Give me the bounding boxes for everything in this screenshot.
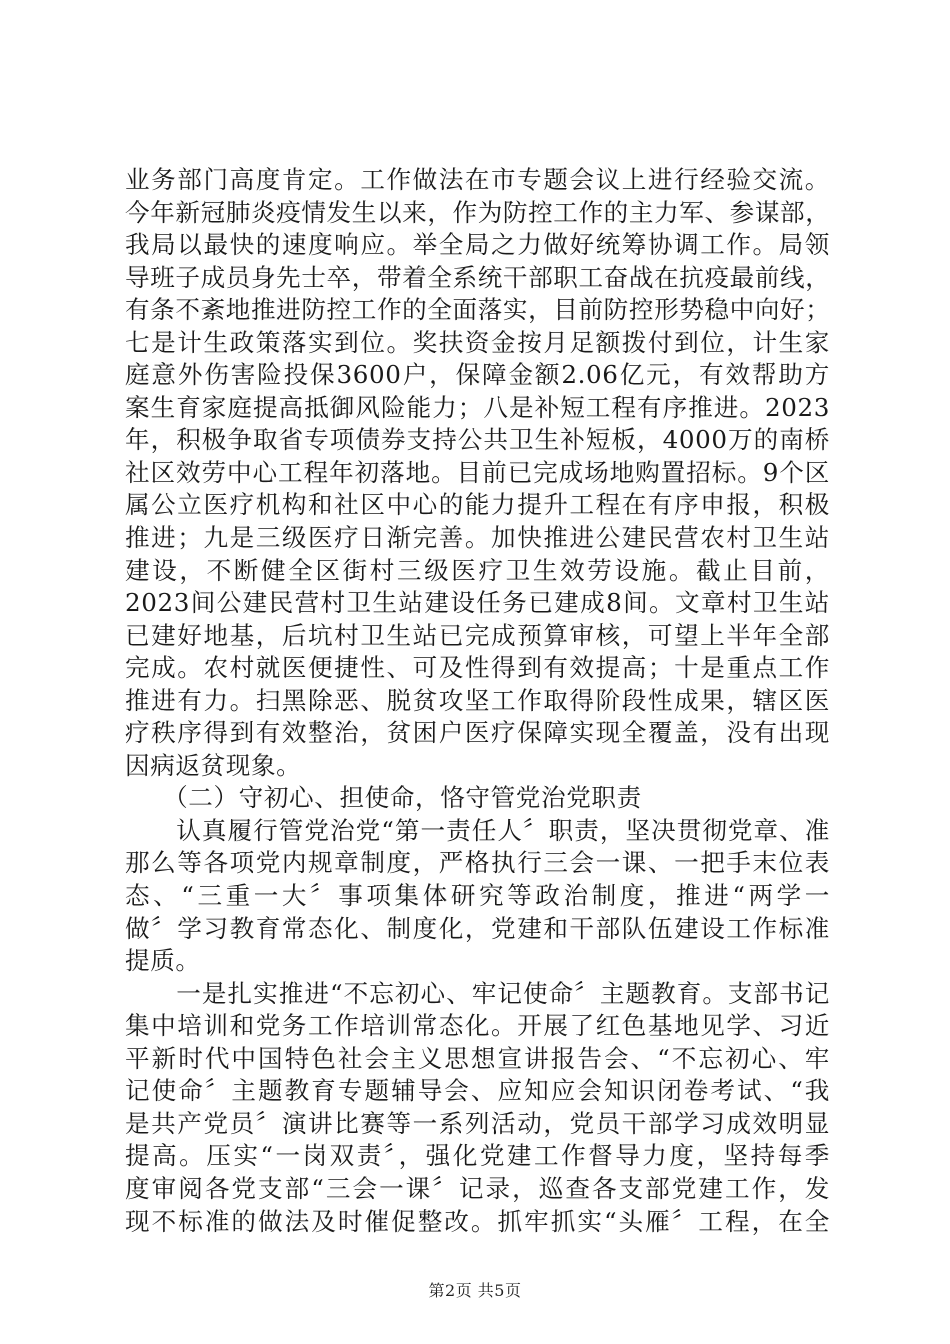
text-line: 今年新冠肺炎疫情发生以来，作为防控工作的主力军、参谋部， bbox=[125, 197, 830, 227]
text-line: 年，积极争取省专项债券支持公共卫生补短板，4000万的南桥 bbox=[125, 425, 830, 455]
text-line: 庭意外伤害险投保3600户，保障金额2.06亿元，有效帮助方 bbox=[125, 360, 830, 390]
text-line: 建设，不断健全区街村三级医疗卫生效劳设施。截止目前， bbox=[125, 555, 830, 585]
text-line: 记使命〞主题教育专题辅导会、应知应会知识闭卷考试、“我 bbox=[125, 1076, 830, 1106]
text-line: 社区效劳中心工程年初落地。目前已完成场地购置招标。9个区 bbox=[125, 457, 830, 487]
body-text bbox=[125, 164, 830, 1238]
text-line: 七是计生政策落实到位。奖扶资金按月足额拨付到位，计生家 bbox=[125, 327, 830, 357]
text-line: 业务部门高度肯定。工作做法在市专题会议上进行经验交流。 bbox=[125, 165, 830, 194]
text-line: 完成。农村就医便捷性、可及性得到有效提高；十是重点工作 bbox=[125, 653, 830, 683]
text-line: 提高。压实“一岗双责〞，强化党建工作督导力度，坚持每季 bbox=[125, 1141, 830, 1171]
text-line: 态、“三重一大〞事项集体研究等政治制度，推进“两学一 bbox=[125, 881, 830, 911]
text-line: 是共产党员〞演讲比赛等一系列活动，党员干部学习成效明显 bbox=[125, 1108, 830, 1138]
text-line: 做〞学习教育常态化、制度化，党建和干部队伍建设工作标准 bbox=[125, 913, 830, 943]
text-line: 我局以最快的速度响应。举全局之力做好统筹协调工作。局领 bbox=[125, 230, 830, 260]
text-line: 推进；九是三级医疗日渐完善。加快推进公建民营农村卫生站 bbox=[125, 523, 830, 553]
page-footer: 第2页 共5页 bbox=[428, 1281, 522, 1300]
text-line: 平新时代中国特色社会主义思想宣讲报告会、“不忘初心、牢 bbox=[125, 1043, 830, 1073]
text-line: 属公立医疗机构和社区中心的能力提升工程在有序申报，积极 bbox=[125, 490, 830, 520]
text-line: 2023间公建民营村卫生站建设任务已建成8间。文章村卫生站 bbox=[125, 588, 830, 618]
text-line: （二）守初心、担使命，恪守管党治党职责 bbox=[125, 783, 642, 813]
text-line: 已建好地基，后坑村卫生站已完成预算审核，可望上半年全部 bbox=[125, 620, 830, 650]
text-line: 认真履行管党治党“第一责任人〞职责，坚决贯彻党章、准 bbox=[125, 815, 830, 845]
text-line: 推进有力。扫黑除恶、脱贫攻坚工作取得阶段性成果，辖区医 bbox=[125, 685, 830, 715]
text-line: 案生育家庭提高抵御风险能力；八是补短工程有序推进。2023 bbox=[125, 392, 830, 422]
text-line: 一是扎实推进“不忘初心、牢记使命〞主题教育。支部书记 bbox=[125, 978, 830, 1008]
text-line: 疗秩序得到有效整治，贫困户医疗保障实现全覆盖，没有出现 bbox=[125, 718, 830, 748]
text-line: 有条不紊地推进防控工作的全面落实，目前防控形势稳中向好； bbox=[125, 295, 830, 325]
text-line: 那么等各项党内规章制度，严格执行三会一课、一把手末位表 bbox=[125, 848, 830, 878]
text-line: 现不标准的做法及时催促整改。抓牢抓实“头雁〞工程，在全 bbox=[125, 1206, 830, 1236]
text-line: 集中培训和党务工作培训常态化。开展了红色基地见学、习近 bbox=[125, 1011, 830, 1041]
text-line: 因病返贫现象。 bbox=[125, 750, 302, 780]
text-line: 导班子成员身先士卒，带着全系统干部职工奋战在抗疫最前线， bbox=[125, 262, 830, 292]
text-line: 提质。 bbox=[125, 946, 201, 976]
text-line: 度审阅各党支部“三会一课〞记录，巡查各支部党建工作，发 bbox=[125, 1173, 830, 1203]
